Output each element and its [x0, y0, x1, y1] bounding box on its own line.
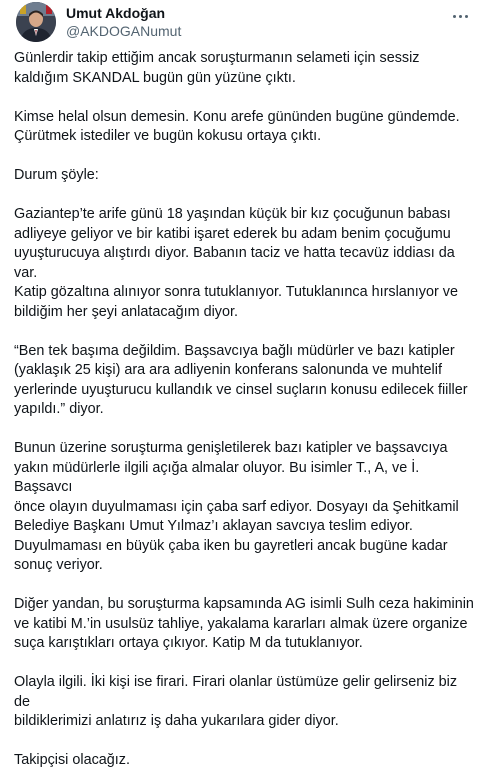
- tweet-paragraph: Olayla ilgili. İki kişi ise firari. Firari olanlar üstümüze gelir gelirseniz biz de bildiklerimizi anlatırız iş daha yukarılara gider diyor.: [14, 674, 458, 729]
- more-horizontal-icon-dot: [465, 15, 468, 18]
- more-horizontal-icon-dot: [459, 15, 462, 18]
- avatar[interactable]: [16, 2, 56, 42]
- tweet-paragraph: Günlerdir takip ettiğim ancak soruşturmanın selameti için sessiz kaldığım SKANDAL bugün gün yüzüne çıktı.: [14, 50, 420, 86]
- author-handle[interactable]: @AKDOGANumut: [66, 23, 182, 39]
- tweet-header: [14, 0, 483, 44]
- more-options-button[interactable]: [447, 6, 473, 26]
- more-horizontal-icon: [453, 15, 456, 18]
- tweet-paragraph: Kimse helal olsun demesin. Konu arefe gününden bugüne gündemde. Çürütmek istediler ve bugün kokusu ortaya çıktı.: [14, 108, 460, 144]
- tweet-paragraph: Gaziantep’te arife günü 18 yaşından küçük bir kız çocuğunun babası adliyeye geliyor ve bir katibi işaret ederek bu adam benim çocuğumu uyuşturucuya alıştırdı diyor. Babanın taciz ve hatta tecavüz iddiası da var. Katip gözaltına alınıyor sonra tutuklanıyor. Tutuklanınca hırslanıyor ve bildiğim her şeyi anlatacağım diyor.: [14, 206, 458, 320]
- profile-photo: [16, 2, 56, 42]
- tweet-paragraph: Takipçisi olacağız.: [14, 752, 130, 768]
- author-display-name[interactable]: Umut Akdoğan: [66, 5, 166, 21]
- tweet-paragraph: Diğer yandan, bu soruşturma kapsamında AG isimli Sulh ceza hakiminin ve katibi M.’in usulsüz tahliye, yakalama kararları almak üzere organize suça karıştıkları ortaya çıkıyor. Katip M da tutuklanıyor.: [14, 596, 474, 651]
- tweet-paragraph: “Ben tek başıma değildim. Başsavcıya bağlı müdürler ve bazı katipler (yaklaşık 25 kişi) ara ara adliyenin konferans salonunda ve muhtelif yerlerinde uyuşturucu kullandık ve cinsel suçların konusu edilecek fiiller yapıldı.” diyor.: [14, 342, 468, 417]
- author-names: [66, 4, 181, 40]
- tweet-paragraph: Bunun üzerine soruşturma genişletilerek bazı katipler ve başsavcıya yakın müdürlerle ilgili açığa almalar oluyor. Bu isimler T., A, ve İ. Başsavcı önce olayın duyulmaması için çaba sarf ediyor. Dosyayı da Şehitkamil Belediye Başkanı Umut Yılmaz’ı aklayan savcıya teslim ediyor. Duyulmaması en büyük çaba iken bu gayretleri ancak bugüne kadar sonuç veriyor.: [14, 440, 459, 573]
- tweet-text: [14, 49, 474, 771]
- tweet-paragraph: Durum şöyle:: [14, 167, 99, 183]
